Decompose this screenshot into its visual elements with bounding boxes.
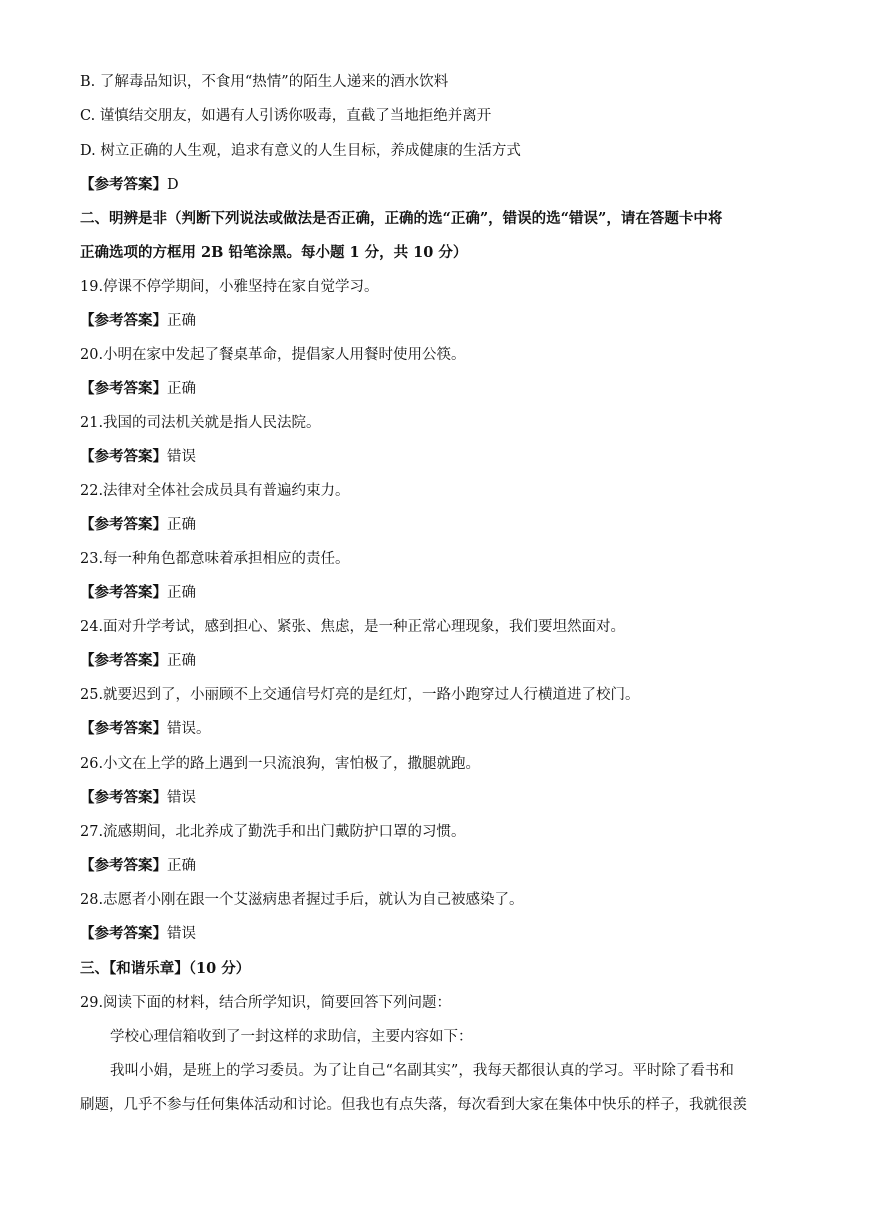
question-27: 27.流感期间，北北养成了勤洗手和出门戴防护口罩的习惯。	[80, 824, 466, 840]
answer-label: 【参考答案】	[80, 312, 167, 329]
material-paragraph-1: 学校心理信箱收到了一封这样的求助信，主要内容如下：	[110, 1029, 473, 1045]
question-25: 25.就要迟到了，小丽顾不上交通信号灯亮的是红灯，一路小跑穿过人行横道进了校门。	[80, 687, 640, 703]
answer-label: 【参考答案】	[80, 176, 167, 193]
answer-line-q18	[80, 175, 179, 195]
answer-line-q26	[80, 788, 196, 808]
answer-line-q21	[80, 447, 196, 467]
question-28: 28.志愿者小刚在跟一个艾滋病患者握过手后，就认为自己被感染了。	[80, 892, 524, 908]
answer-value: 错误。	[167, 721, 211, 737]
answer-value: 错误	[167, 449, 196, 465]
answer-value: 正确	[167, 381, 196, 397]
material-paragraph-2-line1: 我叫小娟，是班上的学习委员。为了让自己“名副其实”，我每天都很认真的学习。平时除了看书和	[110, 1063, 734, 1079]
answer-line-q23	[80, 583, 196, 603]
question-29: 29.阅读下面的材料，结合所学知识，简要回答下列问题：	[80, 995, 452, 1011]
answer-label: 【参考答案】	[80, 857, 167, 874]
answer-line-q19	[80, 311, 196, 331]
answer-line-q24	[80, 651, 196, 671]
answer-value: 错误	[167, 790, 196, 806]
answer-label: 【参考答案】	[80, 584, 167, 601]
option-d: D. 树立正确的人生观，追求有意义的人生目标，养成健康的生活方式	[80, 143, 521, 159]
answer-label: 【参考答案】	[80, 380, 167, 397]
answer-value: 正确	[167, 858, 196, 874]
answer-value: 正确	[167, 585, 196, 601]
section3-title: 三、【和谐乐章】（10 分）	[80, 960, 251, 977]
answer-label: 【参考答案】	[80, 652, 167, 669]
section2-title-line2: 正确选项的方框用 2B 铅笔涂黑。每小题 1 分，共 10 分）	[80, 244, 468, 261]
question-24: 24.面对升学考试，感到担心、紧张、焦虑，是一种正常心理现象，我们要坦然面对。	[80, 619, 626, 635]
question-26: 26.小文在上学的路上遇到一只流浪狗，害怕极了，撒腿就跑。	[80, 756, 481, 772]
answer-value: 正确	[167, 517, 196, 533]
answer-label: 【参考答案】	[80, 516, 167, 533]
question-21: 21.我国的司法机关就是指人民法院。	[80, 415, 321, 431]
answer-label: 【参考答案】	[80, 720, 167, 737]
option-c: C. 谨慎结交朋友，如遇有人引诱你吸毒，直截了当地拒绝并离开	[80, 108, 492, 124]
answer-line-q28	[80, 924, 196, 944]
answer-label: 【参考答案】	[80, 448, 167, 465]
answer-line-q20	[80, 379, 196, 399]
answer-line-q27	[80, 856, 196, 876]
answer-value: D	[167, 177, 179, 193]
answer-label: 【参考答案】	[80, 925, 167, 942]
section2-title-line1: 二、明辨是非（判断下列说法或做法是否正确，正确的选“正确”，错误的选“错误”，请在答题卡中将	[80, 210, 723, 227]
answer-value: 错误	[167, 926, 196, 942]
option-b: B. 了解毒品知识，不食用“热情”的陌生人递来的酒水饮料	[80, 74, 449, 90]
question-19: 19.停课不停学期间，小雅坚持在家自觉学习。	[80, 279, 379, 295]
material-paragraph-2-line2: 刷题，几乎不参与任何集体活动和讨论。但我也有点失落，每次看到大家在集体中快乐的样子，我就很羡	[80, 1097, 747, 1113]
answer-line-q25	[80, 719, 211, 739]
question-23: 23.每一种角色都意味着承担相应的责任。	[80, 551, 350, 567]
answer-value: 正确	[167, 653, 196, 669]
answer-label: 【参考答案】	[80, 789, 167, 806]
answer-value: 正确	[167, 313, 196, 329]
question-22: 22.法律对全体社会成员具有普遍约束力。	[80, 483, 350, 499]
answer-line-q22	[80, 515, 196, 535]
question-20: 20.小明在家中发起了餐桌革命，提倡家人用餐时使用公筷。	[80, 347, 466, 363]
